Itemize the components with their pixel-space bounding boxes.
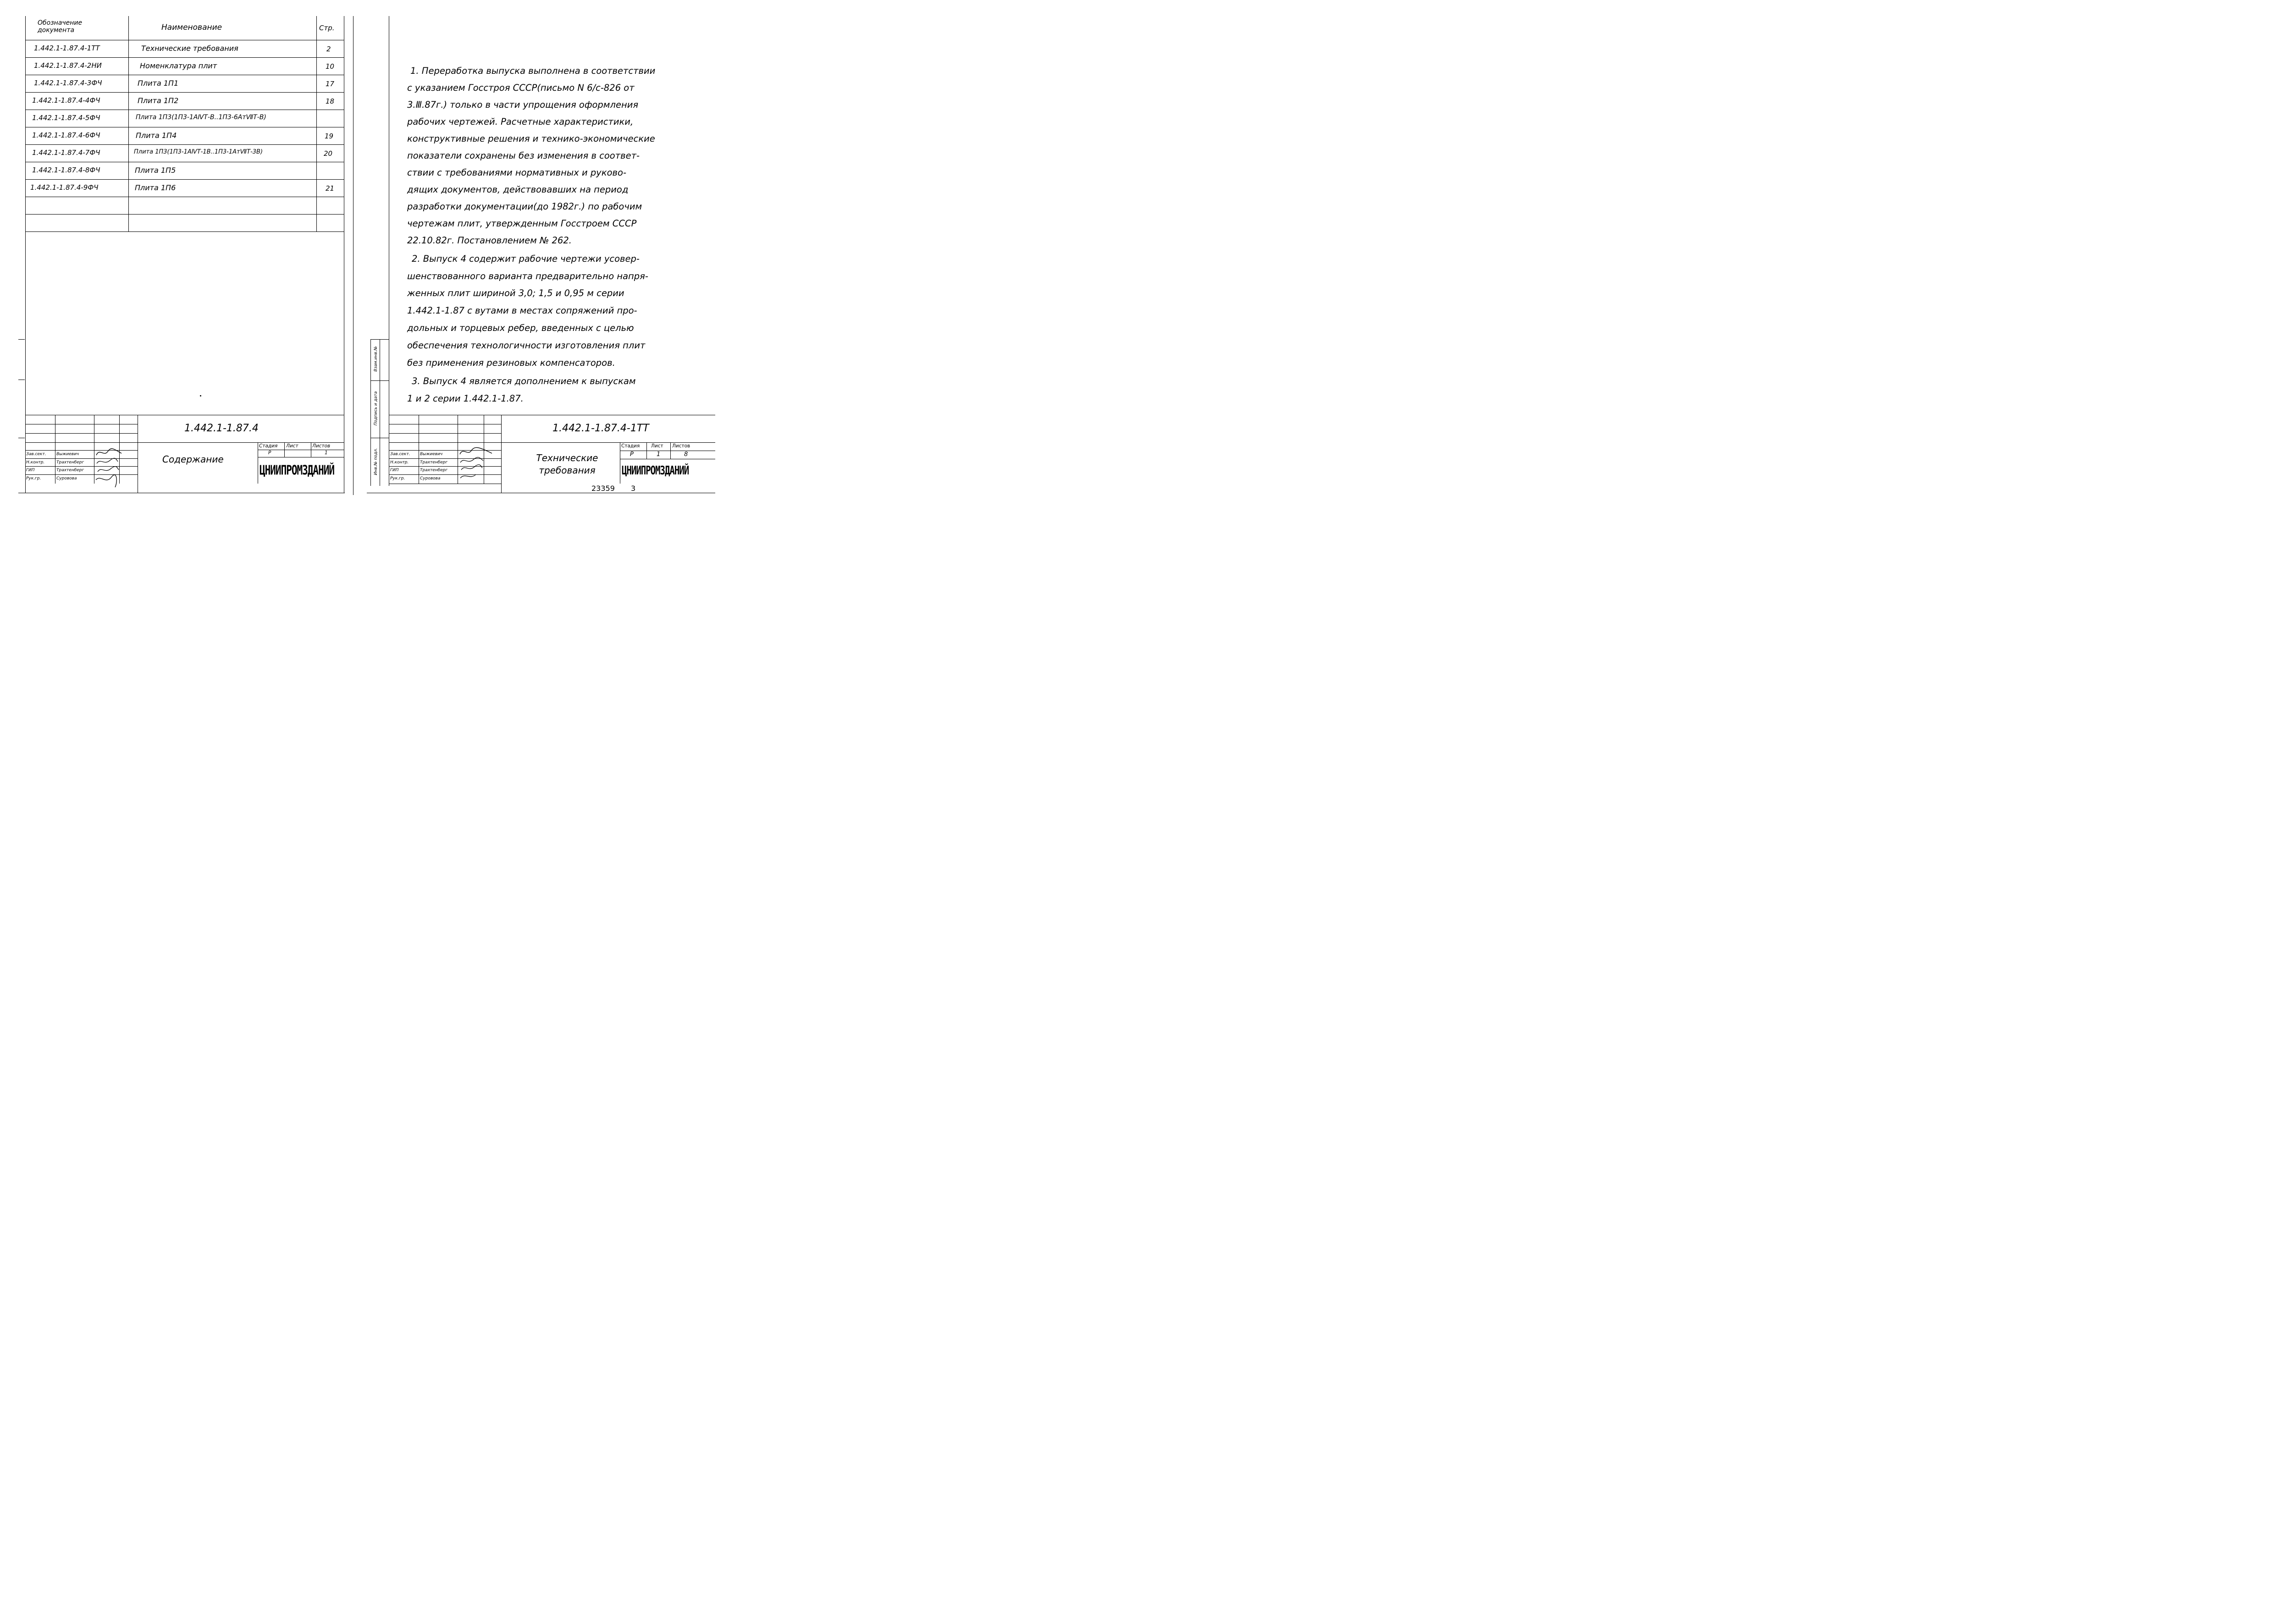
stamp-role-1: Зав.сект. bbox=[26, 452, 46, 457]
stamp-person-right-2: Трахтенберг bbox=[420, 460, 448, 465]
table-row-9-designation: 1.442.1-1.87.4-9ФЧ bbox=[30, 183, 99, 192]
text-line-5: конструктивные решения и технико-экономические bbox=[407, 133, 655, 144]
stamp-code-right: 1.442.1-1.87.4-1ТТ bbox=[552, 423, 649, 434]
stamp-role-2: Н.контр. bbox=[26, 460, 45, 465]
stamp-title: Содержание bbox=[162, 454, 224, 465]
stamp-role-4: Рук.гр. bbox=[26, 476, 41, 481]
table-row-2-page: 10 bbox=[326, 62, 335, 71]
stamp-person-right-1: Выжиевич bbox=[420, 452, 443, 457]
table-row-5-designation: 1.442.1-1.87.4-5ФЧ bbox=[32, 114, 100, 122]
table-row-4-page: 18 bbox=[326, 97, 335, 105]
page-number: 3 bbox=[631, 484, 636, 493]
table-row-2-designation: 1.442.1-1.87.4-2НИ bbox=[34, 61, 102, 70]
stamp-code: 1.442.1-1.87.4 bbox=[184, 423, 259, 434]
stamp-sheet: 1 bbox=[325, 450, 328, 456]
stamp-role-right-2: Н.контр. bbox=[390, 460, 409, 465]
table-row-8-name: Плита 1П5 bbox=[135, 166, 176, 175]
stamp-sheets-right: 8 bbox=[684, 451, 688, 458]
table-row-5-name: Плита 1П3(1П3-1АⅣТ-В..1П3-6АтⅦТ-В) bbox=[136, 114, 266, 121]
stamp-sheets-header: Листов bbox=[312, 443, 331, 449]
stamp-person-1: Выжиевич bbox=[56, 452, 79, 457]
table-row-2-name: Номенклатура плит bbox=[140, 61, 217, 70]
text-line-17: обеспечения технологичности изготовления плит bbox=[407, 340, 646, 351]
header-page: Стр. bbox=[319, 24, 335, 32]
text-line-4: рабочих чертежей. Расчетные характеристики, bbox=[407, 116, 634, 127]
stamp-role-right-1: Зав.сект. bbox=[390, 452, 410, 457]
table-row-7-name: Плита 1П3(1П3-1АⅣТ-1В..1П3-1АтⅦТ-3В) bbox=[134, 149, 263, 155]
text-line-16: дольных и торцевых ребер, введенных с целью bbox=[407, 323, 634, 333]
text-line-10: чертежам плит, утвержденным Госстроем СССР bbox=[407, 218, 637, 229]
stamp-person-3: Трахтенберг bbox=[56, 468, 84, 473]
stamp-stage-header: Стадия bbox=[259, 443, 278, 449]
side-label-signature-date: Подпись и дата bbox=[374, 391, 378, 426]
text-line-13: шенствованного варианта предварительно напря- bbox=[407, 271, 648, 281]
table-row-4-name: Плита 1П2 bbox=[138, 96, 179, 105]
text-line-11: 22.10.82г. Постановлением № 262. bbox=[407, 235, 572, 246]
table-row-1-name: Технические требования bbox=[141, 44, 238, 53]
stamp-sheets-header-right: Листов bbox=[672, 443, 690, 449]
text-line-7: ствии с требованиями нормативных и руково- bbox=[407, 167, 626, 178]
table-row-3-designation: 1.442.1-1.87.4-3ФЧ bbox=[34, 79, 102, 87]
table-row-6-page: 19 bbox=[325, 132, 334, 140]
table-row-3-page: 17 bbox=[326, 80, 335, 88]
text-line-2: с указанием Госстроя СССР(письмо N 6/с-826 от bbox=[407, 83, 635, 93]
table-row-9-page: 21 bbox=[326, 184, 335, 193]
signature-marks-right bbox=[458, 447, 494, 484]
text-line-3: 3.Ⅲ.87г.) только в части упрощения оформления bbox=[407, 99, 639, 110]
stamp-sheet-header-right: Лист bbox=[651, 443, 663, 449]
text-line-14: женных плит шириной 3,0; 1,5 и 0,95 м серии bbox=[407, 288, 624, 298]
stamp-stage-right: Р bbox=[630, 451, 634, 458]
text-line-20: 1 и 2 серии 1.442.1-1.87. bbox=[407, 393, 524, 404]
stamp-person-right-3: Трахтенберг bbox=[420, 468, 448, 473]
text-line-8: дящих документов, действовавших на период bbox=[407, 184, 629, 195]
header-designation: Обозначение документа bbox=[38, 19, 83, 34]
org-logo: ЦНИИПРОМЗДАНИЙ bbox=[260, 463, 335, 478]
stamp-person-right-4: Суровова bbox=[420, 476, 441, 481]
table-row-4-designation: 1.442.1-1.87.4-4ФЧ bbox=[32, 96, 100, 105]
side-label-replace-inv: Взам.инв.№ bbox=[374, 346, 378, 372]
stamp-stage-header-right: Стадия bbox=[621, 443, 640, 449]
header-name: Наименование bbox=[161, 23, 222, 32]
stamp-role-right-4: Рук.гр. bbox=[390, 476, 405, 481]
text-line-12: 2. Выпуск 4 содержит рабочие чертежи усовер- bbox=[412, 253, 640, 264]
stamp-sheet-header: Лист bbox=[286, 443, 298, 449]
table-row-1-designation: 1.442.1-1.87.4-1ТТ bbox=[34, 44, 100, 52]
text-line-15: 1.442.1-1.87 с вутами в местах сопряжений про- bbox=[407, 305, 637, 316]
text-line-9: разработки документации(до 1982г.) по рабочим bbox=[407, 201, 642, 212]
archive-number: 23359 bbox=[591, 484, 615, 493]
org-logo-right: ЦНИИПРОМЗДАНИЙ bbox=[622, 464, 689, 478]
stamp-person-2: Трахтенберг bbox=[56, 460, 84, 465]
side-label-inv-orig: Инв.№ подл. bbox=[374, 448, 378, 475]
table-row-6-name: Плита 1П4 bbox=[136, 131, 177, 140]
table-row-6-designation: 1.442.1-1.87.4-6ФЧ bbox=[32, 131, 100, 139]
table-row-7-designation: 1.442.1-1.87.4-7ФЧ bbox=[32, 149, 100, 157]
table-row-8-designation: 1.442.1-1.87.4-8ФЧ bbox=[32, 166, 100, 174]
text-line-18: без применения резиновых компенсаторов. bbox=[407, 358, 615, 368]
table-row-3-name: Плита 1П1 bbox=[138, 79, 179, 88]
stamp-role-3: ГИП bbox=[26, 468, 35, 473]
signature-marks bbox=[94, 447, 126, 490]
stamp-title-right-1: Технические требования bbox=[536, 452, 598, 476]
stamp-person-4: Суровова bbox=[56, 476, 77, 481]
table-row-7-page: 20 bbox=[324, 149, 333, 158]
stamp-sheet-right: 1 bbox=[657, 451, 661, 458]
text-line-19: 3. Выпуск 4 является дополнением к выпускам bbox=[412, 376, 636, 386]
stamp-role-right-3: ГИП bbox=[390, 468, 399, 473]
text-line-6: показатели сохранены без изменения в соответ- bbox=[407, 150, 640, 161]
stamp-stage: Р bbox=[268, 450, 271, 456]
text-line-1: 1. Переработка выпуска выполнена в соответствии bbox=[410, 66, 656, 76]
table-row-1-page: 2 bbox=[326, 45, 331, 53]
table-row-9-name: Плита 1П6 bbox=[135, 183, 176, 192]
